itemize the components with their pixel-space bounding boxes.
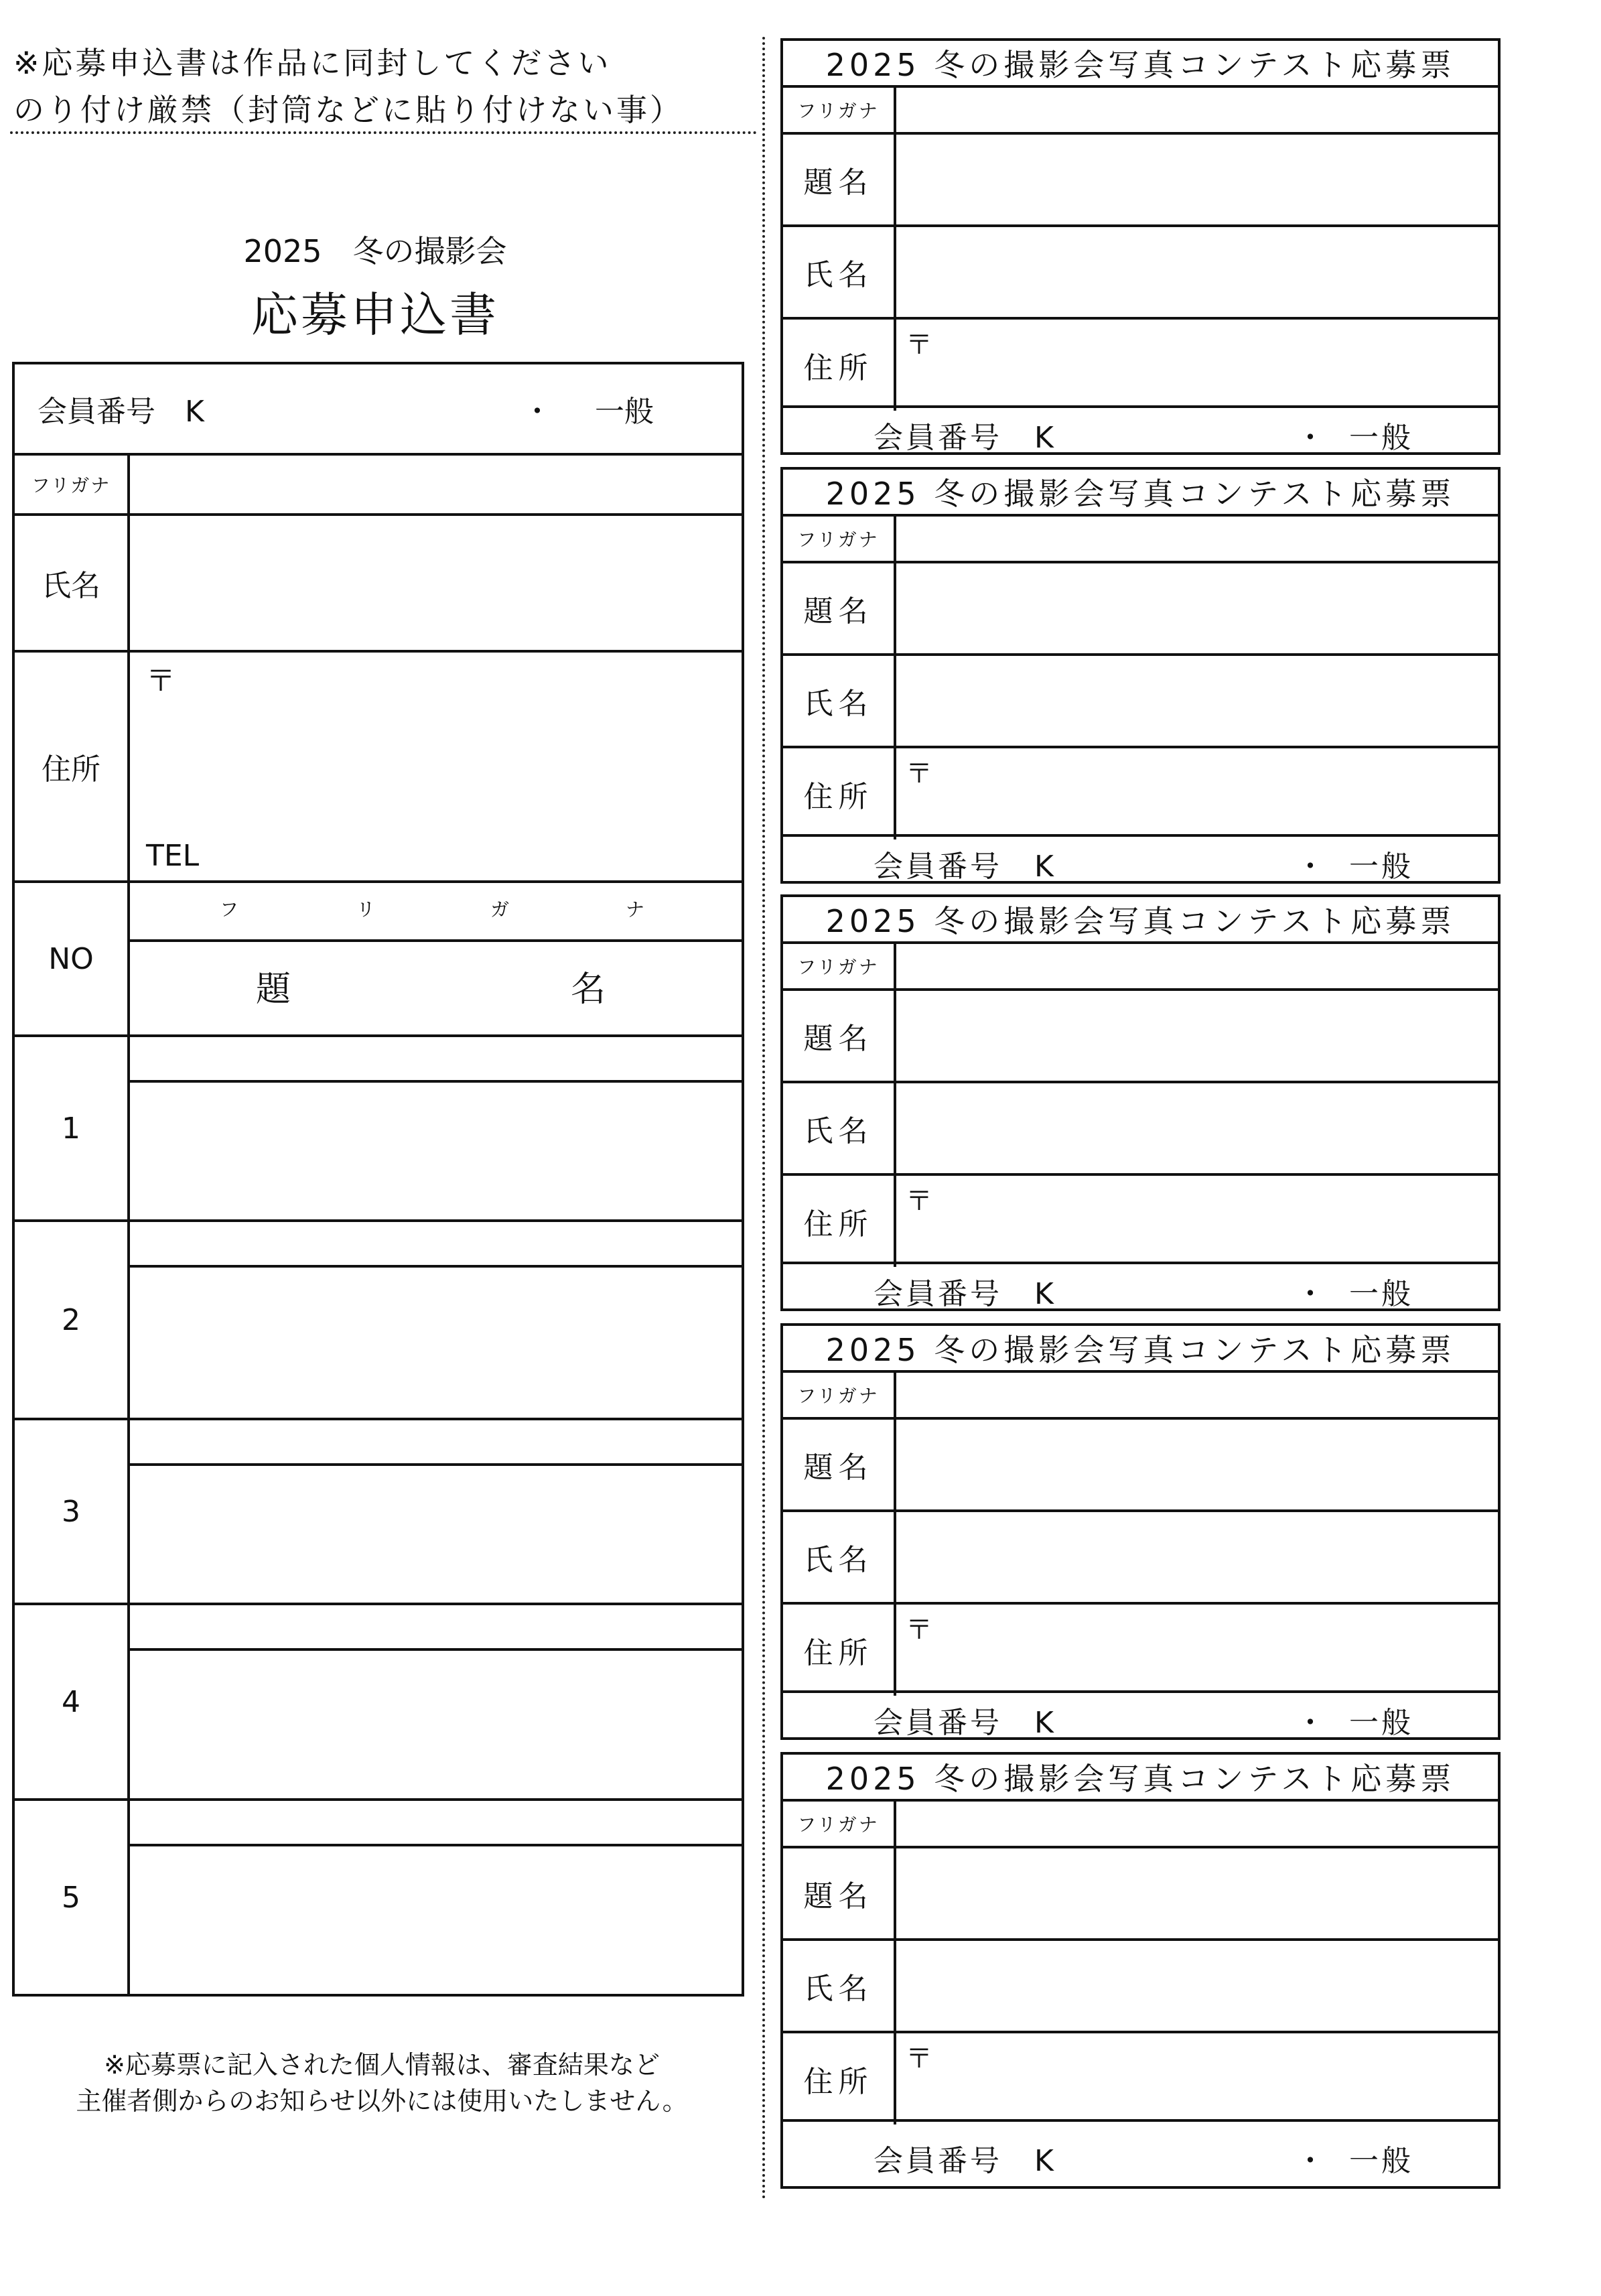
ticket-postal-mark: 〒 [906,758,932,789]
entry-number-4: 4 [62,1684,80,1719]
furigana-char-na: ナ [626,898,646,921]
ticket-title-field[interactable] [896,563,1498,653]
privacy-note-line-2: 主催者側からのお知らせ以外には使用いたしません。 [76,2086,688,2116]
ticket-name-field[interactable] [896,1941,1498,2031]
ticket-address-label: 住所 [783,2033,896,2124]
title-char-mei: 名 [571,969,606,1010]
ticket-member-separator: ・ [1296,1706,1328,1740]
ticket-name-field[interactable] [896,656,1498,746]
ticket-title: 2025 冬の撮影会写真コンテスト応募票 [825,903,1456,939]
notice-line-1: ※応募申込書は作品に同封してください [13,45,612,81]
no-label: NO [48,941,94,976]
ticket-title-field[interactable] [896,135,1498,224]
entry-number-3: 3 [62,1494,80,1529]
ticket-name-field[interactable] [896,227,1498,317]
tel-label: TEL [146,839,200,873]
ticket-furigana-field[interactable] [896,517,1498,561]
entry-1-title-field[interactable] [130,1083,742,1219]
name-label: 氏名 [42,569,100,603]
ticket-furigana-label: フリガナ [783,1373,896,1417]
furigana-field[interactable] [130,456,742,513]
address-label: 住所 [42,752,100,787]
ticket-member-general: 一般 [1349,1277,1413,1311]
ticket-postal-mark: 〒 [906,1615,932,1645]
ticket-title: 2025 冬の撮影会写真コンテスト応募票 [825,1332,1456,1368]
address-field[interactable] [189,657,742,824]
ticket-name-label: 氏名 [783,1083,896,1173]
ticket-address-field[interactable] [937,1176,1498,1267]
ticket-name-field[interactable] [896,1512,1498,1602]
furigana-char-ga: ガ [490,898,511,921]
ticket-postal-mark: 〒 [906,1186,932,1217]
entry-ticket-4 [780,1323,1501,1740]
entry-ticket-3 [780,894,1501,1311]
entry-ticket-5 [780,1752,1501,2189]
ticket-member-label: 会員番号 K [874,2144,1056,2178]
ticket-member-label: 会員番号 K [874,421,1056,455]
entry-ticket-2 [780,467,1501,884]
notice-line-2: のり付け厳禁（封筒などに貼り付けない事） [13,92,683,128]
ticket-address-label: 住所 [783,1605,896,1696]
ticket-furigana-field[interactable] [896,1373,1498,1417]
furigana-label: フリガナ [31,474,111,496]
entry-number-2: 2 [62,1302,80,1337]
cut-line-horizontal [10,131,757,134]
ticket-title-label: 題名 [783,1420,896,1509]
ticket-furigana-field[interactable] [896,88,1498,132]
ticket-name-label: 氏名 [783,656,896,746]
ticket-address-label: 住所 [783,320,896,411]
ticket-address-label: 住所 [783,748,896,839]
ticket-furigana-label: フリガナ [783,1802,896,1846]
ticket-title-label: 題名 [783,1848,896,1938]
ticket-title: 2025 冬の撮影会写真コンテスト応募票 [825,476,1456,512]
ticket-title-field[interactable] [896,991,1498,1081]
ticket-furigana-field[interactable] [896,1802,1498,1846]
ticket-member-separator: ・ [1296,421,1328,455]
application-form [12,362,744,1997]
entry-5-furigana-field[interactable] [130,1801,742,1844]
furigana-char-fu: フ [220,898,240,921]
ticket-title-label: 題名 [783,563,896,653]
ticket-furigana-label: フリガナ [783,88,896,132]
ticket-member-separator: ・ [1296,2144,1328,2178]
ticket-name-label: 氏名 [783,1941,896,2031]
ticket-furigana-field[interactable] [896,944,1498,988]
entry-3-title-field[interactable] [130,1466,742,1603]
ticket-member-general: 一般 [1349,2144,1413,2178]
ticket-address-field[interactable] [937,1605,1498,1696]
entry-2-furigana-field[interactable] [130,1222,742,1265]
furigana-char-ri: リ [356,898,377,921]
entry-4-furigana-field[interactable] [130,1605,742,1648]
ticket-title-label: 題名 [783,991,896,1081]
ticket-member-label: 会員番号 K [874,1277,1056,1311]
ticket-postal-mark: 〒 [906,330,932,360]
member-number-label: 会員番号 K [38,395,204,429]
ticket-address-field[interactable] [937,320,1498,411]
ticket-title: 2025 冬の撮影会写真コンテスト応募票 [825,1761,1456,1797]
ticket-address-field[interactable] [937,2033,1498,2124]
ticket-name-label: 氏名 [783,1512,896,1602]
ticket-name-field[interactable] [896,1083,1498,1173]
cut-line-vertical [762,37,765,2201]
tel-field[interactable] [216,833,742,878]
entry-4-title-field[interactable] [130,1651,742,1798]
form-subtitle: 2025 冬の撮影会 [243,233,507,269]
postal-mark: 〒 [146,664,176,698]
entry-5-title-field[interactable] [130,1846,742,1994]
ticket-member-label: 会員番号 K [874,850,1056,884]
ticket-furigana-label: フリガナ [783,517,896,561]
entry-1-furigana-field[interactable] [130,1037,742,1080]
entry-number-1: 1 [62,1111,80,1146]
member-general-label: 一般 [595,395,654,429]
title-char-dai: 題 [256,969,291,1010]
ticket-furigana-label: フリガナ [783,944,896,988]
ticket-title: 2025 冬の撮影会写真コンテスト応募票 [825,47,1456,83]
ticket-name-label: 氏名 [783,227,896,317]
ticket-address-label: 住所 [783,1176,896,1267]
member-separator: ・ [523,395,552,429]
ticket-title-field[interactable] [896,1848,1498,1938]
member-number-field[interactable] [236,378,504,440]
ticket-address-field[interactable] [937,748,1498,839]
ticket-member-general: 一般 [1349,1706,1413,1740]
ticket-member-general: 一般 [1349,850,1413,884]
name-field[interactable] [130,516,742,650]
ticket-member-separator: ・ [1296,1277,1328,1311]
entry-ticket-1 [780,38,1501,455]
ticket-member-separator: ・ [1296,850,1328,884]
entry-2-title-field[interactable] [130,1268,742,1418]
entry-number-5: 5 [62,1880,80,1915]
ticket-postal-mark: 〒 [906,2043,932,2074]
form-title: 応募申込書 [251,287,499,342]
privacy-note-line-1: ※応募票に記入された個人情報は、審査結果など [104,2049,660,2080]
ticket-title-label: 題名 [783,135,896,224]
ticket-member-label: 会員番号 K [874,1706,1056,1740]
entry-3-furigana-field[interactable] [130,1420,742,1463]
ticket-title-field[interactable] [896,1420,1498,1509]
ticket-member-general: 一般 [1349,421,1413,455]
